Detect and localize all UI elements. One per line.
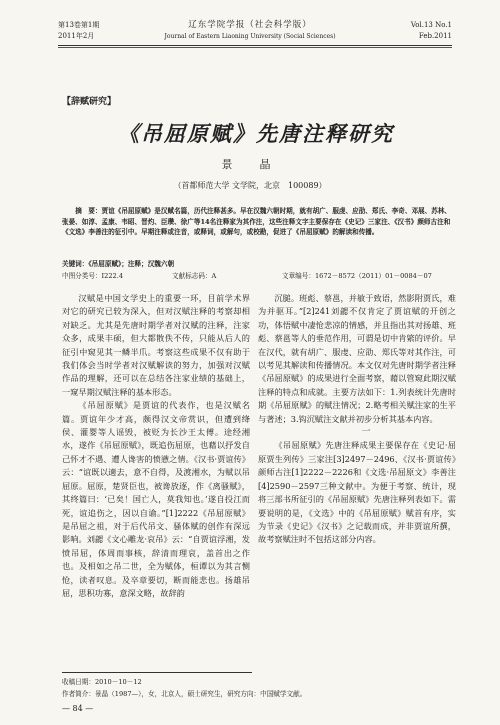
paper-title: 《吊屈原赋》先唐注释研究 [118,121,394,146]
clc-number: 中图分类号：I222.4 [62,272,124,280]
body-column-left [62,292,250,600]
header-rule-thin [58,47,452,48]
page-number: — 84 — [62,704,94,713]
volume-issue: 第13卷第1期 [58,21,100,29]
article-number: 文章编号：1672－8572（2011）01－0084－07 [282,272,432,280]
author-affiliation: （首都师范大学 文学院，北京 100089） [173,181,327,190]
journal-name [150,20,350,42]
article-meta [62,270,457,280]
doc-code: 文献标志码：A [172,272,217,280]
journal-name-cn: 辽东学院学报（社会科学版） [188,20,312,30]
author-name: 景 晶 [221,158,279,171]
journal-issue [58,20,99,42]
vol-date: Feb.2011 [418,32,452,40]
keywords: 关键词：《吊屈原赋》；注释；汉魏六朝 [62,260,175,268]
abstract: 摘 要：贾谊《吊屈原赋》是汉赋名篇，历代注释甚多。早在汉魏六朝时期，就有胡广、服虔、应劭、郑氏、李奇、邓展、苏林、张晏、如淳、孟康、韦昭、晋灼、臣瓒、徐广等14名注释家为其作注，这些注释文字主要保存在《史记》三家注、《汉书》颜师古注和《文选》李善注的征引中。早期注释或注音，或释词，或解句，或校勘，促进了《吊屈原赋》的解读和传播。 [62,207,452,237]
body-paragraph: 沉膇。班彪、蔡邕，并敏于致语，然影附贾氏，难为并驱耳。”[2]241刘勰不仅肯定了贾谊赋的开创之功，体悟赋中凄怆悲凉的情感，并且指出其对扬雄、班彪、蔡邕等人的垂范作用，可谓是切中肯綮的评价。早在汉代，就有胡广、服虔、应劭、郑氏等对其作注，可以考见其解读和传播情况。本文仅对先唐时期学者注释《吊屈原赋》的成果进行全面考察，藉以管窥此期汉赋注释的特点和成就。主要方法如下：1.列表统计先唐时期《吊屈原赋》的赋注情况；2.略考相关赋注家的生平与著述；3.钩沉赋注文献并初步分析其基本内容。 [258,293,456,424]
body-paragraph: 汉赋是中国文学史上的重要一环，目前学术界对它的研究已较为深入，但对汉赋注释的考察却相对缺乏。尤其是先唐时期学者对汉赋的注释，注家众多，成果丰硕，但大都散佚不传，只能从后人的征引中窥见其一鳞半爪。考察这些成果不仅有助于我们体会当时学者对汉赋解读的努力，加强对汉赋作品的理解，还可以在总结各注家业绩的基础上，一窥早期汉赋注释的基本形态。 [62,293,250,397]
body-paragraph: 《吊屈原赋》先唐注释成果主要保存在《史记·屈原贾生列传》三家注[3]2497－2496、《汉书·贾谊传》颜师古注[1]2222－2226和《文选·吊屈原文》李善注[4]2590－2597三种文献中。为便于考察、统计，现将三部书所征引的《吊屈原赋》先唐注释列表如下。需要说明的是，《文选》中的《吊屈原赋》赋首有序，实为节录《史记》《汉书》之记载而成，并非贾谊所撰，故考察赋注时不包括这部分内容。 [258,440,456,545]
footnote-rule [62,672,252,673]
publish-date: 2011年2月 [58,32,95,40]
section-tag: 【辞赋研究】 [62,97,117,107]
body-column-right [258,292,456,547]
body-paragraph: 《吊屈原赋》是贾谊的代表作，也是汉赋名篇。贾谊年少才高，颇得汉文帝赏识，但遭到绛侯、灌婴等人谣毁，被贬为长沙王太傅。途经湘水，遂作《吊屈原赋》，既追伤屈原，也藉以抒发自己怀才不遇、遭人谗害的愤懑之情。《汉书·贾谊传》云：“谊既以適去，意不自得，及渡湘水，为赋以吊屈原。屈原，楚贤臣也，被谗放逐，作《离骚赋》，其终篇曰：‘已矣！国亡人，莫我知也。’遂自投江而死，谊追伤之，因以自谕。”[1]2222《吊屈原赋》是吊屈之祖，对于后代吊文、骚体赋的创作有深远影响。刘勰《文心雕龙·哀吊》云：“自贾谊浮湘，发愤吊屈，体周而事核，辞清而理哀，盖首出之作也。及相如之吊二世，全为赋体，桓谭以为其言恻怆，读者叹息。及卒章要切，断而能悲也。扬雄吊屈，思积功寡，意深文略，故辞韵 [62,400,250,598]
journal-name-en: Journal of Eastern Liaoning University (Social Sciences) [164,33,336,40]
section-number: 一 [361,427,371,438]
journal-vol [411,20,452,42]
received-date: 收稿日期：2010－10－12 [62,678,142,686]
header-rule [58,45,452,46]
vol-no: Vol.13 No.1 [410,21,452,29]
author-bio: 作者简介：景晶（1987—），女，北京人，硕士研究生，研究方向：中国赋学文献。 [62,690,307,698]
